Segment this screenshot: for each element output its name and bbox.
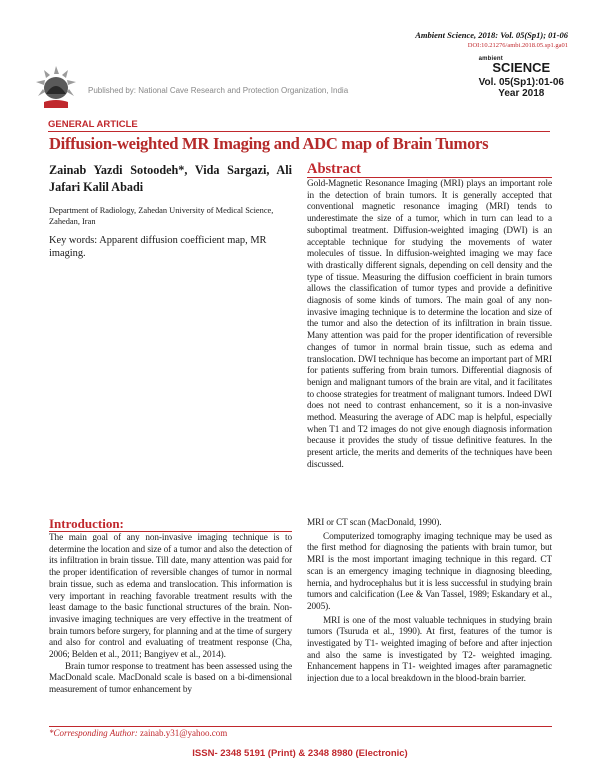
- introduction-paragraph-1: The main goal of any non-invasive imaging technique is to determine the location and size of a tumor and also the detection of its infiltration in brain tissue. Till date, many attention was paid for the proper identification of reversible changes of tumor in normal brain tissue, such as edema and translocation. This information is very important in reaching favorable treatment results with the least damage to the basic functional structures of the brain. Non-invasive imaging techniques are very effective in the treatment of brain tumors before surgery, for planning and at the time of surgery and also for control and evaluating of treatment response (Cha, 2006; Belden et al., 2011; Bangiyev et al., 2014).: [49, 533, 292, 661]
- right-paragraph-2: MRI is one of the most valuable techniques in studying brain tumors (Tsuruda et al., 1990). At first, features of the tumor is investigated by T1- weighted imaging of before and after injection and also the same is investigated by T2- weighted imaging. Enhancement happens in T1- weighted images after paramagnetic injection due to a local breakdown in the blood-brain barrier.: [307, 615, 552, 685]
- doi-link[interactable]: DOI:10.21276/ambi.2018.05.sp1.ga01: [467, 42, 568, 49]
- abstract-divider: [307, 177, 552, 178]
- keywords: Key words: Apparent diffusion coefficient map, MR imaging.: [49, 235, 267, 259]
- abstract-body: [307, 179, 552, 472]
- issn-line: ISSN- 2348 5191 (Print) & 2348 8980 (Electronic): [192, 748, 408, 759]
- introduction-divider: [49, 531, 292, 532]
- section-divider: [48, 131, 550, 132]
- abstract-heading: Abstract: [307, 161, 361, 177]
- brand-small-text: ambient: [478, 56, 503, 62]
- right-paragraph-1: Computerized tomography imaging technique may be used as the first method for diagnosing the patients with brain tumor, but MRI is the most important imaging technique in this regard. CT scan is an emergency imaging technique in diagnosing bleeding, hernia, and hydrocephalus but it is less successful in studying brain tumors and calcification (Lee & Van Tassel, 1989; Eskandary et al., 2005).: [307, 531, 552, 612]
- right-paragraph-0: MRI or CT scan (MacDonald, 1990).: [307, 518, 442, 528]
- introduction-body: [49, 533, 292, 697]
- corresponding-label: *Corresponding Author:: [49, 728, 138, 738]
- abstract-text: Gold-Magnetic Resonance Imaging (MRI) plays an important role in the detection of brain tumors. It is generally accepted that conventional magnetic resonance imaging (MRI) tends to underestimate the size of a tumor, which in turn can lead to a suboptimal treatment. Diffusion-weighted imaging (DWI) is an acceptable technique for studying the movements of water molecules of tissue. In diffusion-weighted imaging we may face with drastically different signals, depending on cell density and the type of tissue. Measuring the diffusion coefficient in brain tumors allows the classification of tumor types and provide a definitive diagnosis of some kinds of tumors. The main goal of any non-invasive imaging technique is to determine the location and size of the tumor and also the detection of its infiltration in brain tissue. Many attention was paid for the proper identification of reversible changes of tumor in normal brain tissue, such as edema and translocation. DWI technique has become an important part of MRI for patients suffering from brain tumors. Differential diagnosis of benign and malignant tumors of the brain are vital, and it facilitates to choose strategies for treatment of malignant tumors. Indeed DWI does not need to contrast enhancement, so it is a non-invasive method. Measuring the average of ADC map is helpful, especially when T1 and T2 images do not give enough diagnosis information because it provides the study of tissue definitive features. In the present article, the merits and demerits of the techniques have been discussed.: [307, 179, 552, 470]
- article-title: Diffusion-weighted MR Imaging and ADC map of Brain Tumors: [49, 134, 489, 153]
- brand-volume: Vol. 05(Sp1):01-06: [478, 77, 564, 88]
- journal-citation: Ambient Science, 2018: Vol. 05(Sp1); 01-06: [415, 30, 568, 40]
- right-column-body: [307, 518, 552, 686]
- footer-divider: [49, 726, 552, 727]
- publisher-line: Published by: National Cave Research and Protection Organization, India: [88, 86, 349, 95]
- author-list: Zainab Yazdi Sotoodeh*, Vida Sargazi, Ali Jafari Kalil Abadi: [49, 163, 292, 194]
- section-label: GENERAL ARTICLE: [48, 119, 138, 130]
- publisher-logo-icon: [34, 64, 78, 110]
- corresponding-author: [49, 728, 227, 738]
- affiliation: Department of Radiology, Zahedan University of Medical Science, Zahedan, Iran: [49, 206, 274, 226]
- brand-year: Year 2018: [498, 88, 545, 99]
- journal-brand: [479, 56, 564, 99]
- introduction-heading: Introduction:: [49, 516, 124, 531]
- corresponding-email[interactable]: zainab.y31@yahoo.com: [140, 728, 228, 738]
- introduction-paragraph-2: Brain tumor response to treatment has been assessed using the MacDonald scale. MacDonald scale is based on a bi-dimensional measurement of tumor enhancement by: [49, 661, 292, 696]
- brand-title: SCIENCE: [492, 60, 551, 75]
- author-column: [49, 162, 292, 260]
